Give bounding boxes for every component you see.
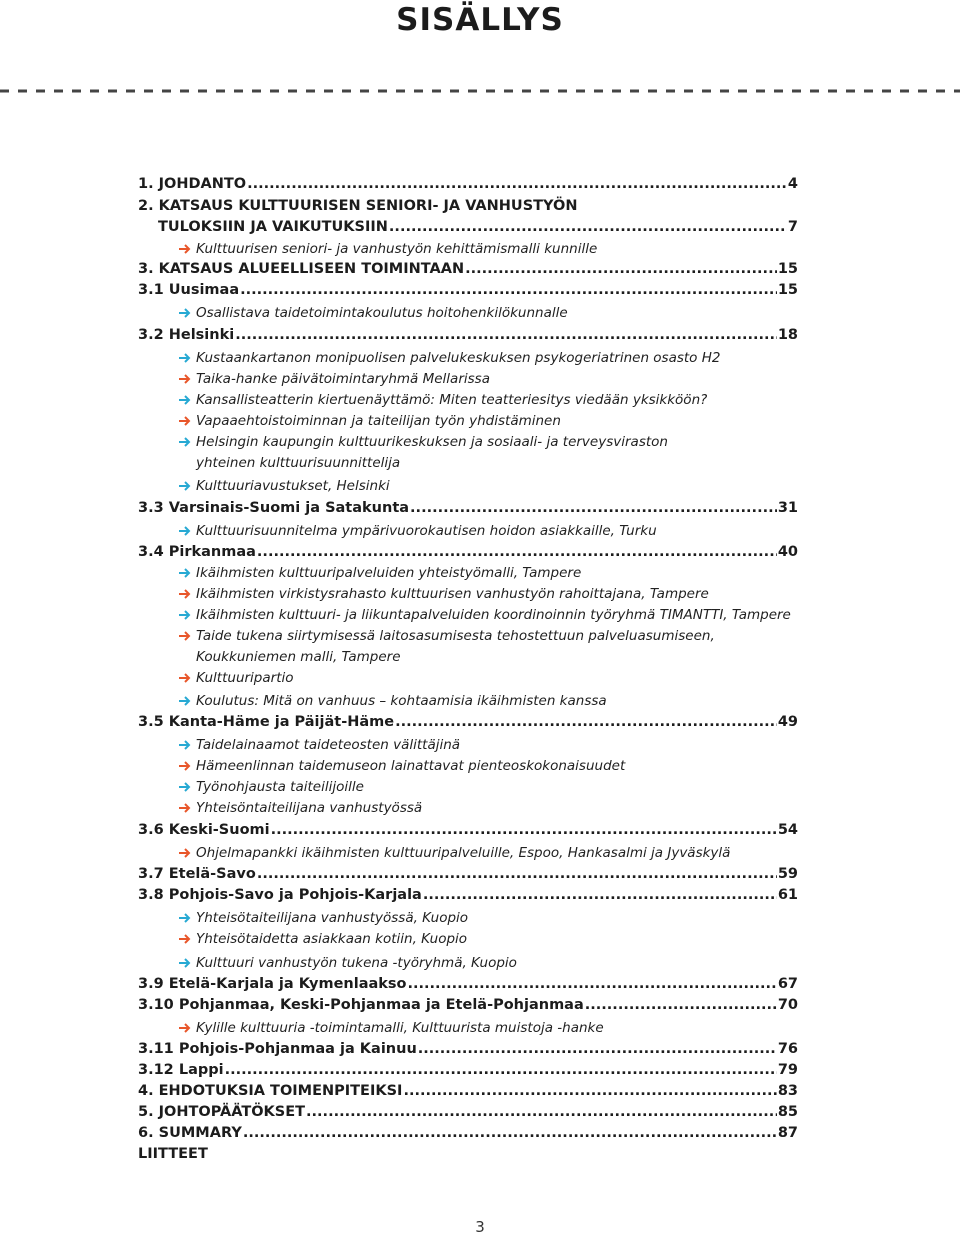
toc-subentry [138, 737, 856, 753]
toc-subentry-title: Kulttuurisuunnitelma ympärivuorokautisen hoidon asiakkaille, Turku [196, 523, 657, 539]
dot-leader [247, 176, 787, 192]
toc-entry-page: 76 [777, 1041, 798, 1057]
toc-subentry [138, 392, 856, 408]
toc-entry-title: 3.8 Pohjois-Savo ja Pohjois-Karjala [138, 887, 422, 903]
toc-subentry [138, 586, 856, 602]
toc-subentry-title: Työnohjausta taiteilijoille [196, 779, 364, 795]
toc-entry-title: 3.10 Pohjanmaa, Keski-Pohjanmaa ja Etelä-Pohjanmaa [138, 997, 584, 1013]
arrow-right-icon [178, 801, 192, 815]
toc-entry-page: 54 [777, 822, 798, 838]
toc-subentry-title: Ohjelmapankki ikäihmisten kulttuuripalveluille, Espoo, Hankasalmi ja Jyväskylä [196, 845, 731, 861]
toc-entry [138, 1062, 798, 1078]
dot-leader [403, 1083, 776, 1099]
toc-entry-page: 7 [787, 219, 798, 235]
toc-subentry [138, 845, 856, 861]
toc-entry-page: 85 [777, 1104, 798, 1120]
toc-entry [138, 866, 798, 882]
dot-leader [423, 887, 777, 903]
toc-subentry-title: Kustaankartanon monipuolisen palvelukeskuksen psykogeriatrinen osasto H2 [196, 350, 721, 366]
toc-subentry [138, 800, 856, 816]
toc-entry-title: 3.11 Pohjois-Pohjanmaa ja Kainuu [138, 1041, 417, 1057]
toc-entry-title: 3. KATSAUS ALUEELLISEEN TOIMINTAAN [138, 261, 465, 277]
toc-entry [138, 887, 798, 903]
arrow-right-icon [178, 738, 192, 752]
toc-entry-page: 83 [777, 1083, 798, 1099]
toc-entry [138, 500, 798, 516]
toc-subentry-title: Yhteisötaidetta asiakkaan kotiin, Kuopio [196, 931, 468, 947]
arrow-right-icon [178, 566, 192, 580]
toc-entry-title: 3.2 Helsinki [138, 327, 235, 343]
toc-subentry [138, 565, 856, 581]
toc-entry [138, 176, 798, 192]
toc-subentry-title: Ikäihmisten kulttuuri- ja liikuntapalveluiden koordinoinnin työryhmä TIMANTTI, Tampere [196, 607, 791, 623]
arrow-right-icon [178, 932, 192, 946]
toc-entry-title: 1. JOHDANTO [138, 176, 247, 192]
dot-leader [585, 997, 777, 1013]
toc-entry-title: 2. KATSAUS KULTTUURISEN SENIORI- JA VANHUSTYÖN [138, 198, 578, 214]
toc-entry [138, 976, 798, 992]
toc-subentry-title: Vapaaehtoistoiminnan ja taiteilijan työn yhdistäminen [196, 413, 561, 429]
toc-subentry [138, 305, 856, 321]
arrow-right-icon [178, 479, 192, 493]
toc-entry [138, 544, 798, 560]
toc-subentry [138, 413, 856, 429]
arrow-right-icon [178, 846, 192, 860]
toc-entry-title: 4. EHDOTUKSIA TOIMENPITEIKSI [138, 1083, 403, 1099]
toc-subentry [138, 649, 856, 665]
toc-subentry [138, 434, 856, 450]
toc-entry [138, 219, 798, 235]
toc-subentry-title: Hämeenlinnan taidemuseon lainattavat pienteoskokonaisuudet [196, 758, 626, 774]
toc-subentry [138, 693, 856, 709]
toc-entry-title: LIITTEET [138, 1146, 208, 1162]
toc-subentry [138, 1020, 856, 1036]
toc-entry-title: TULOKSIIN JA VAIKUTUKSIIN [158, 219, 388, 235]
toc-subentry-title: Yhteisöntaiteilijana vanhustyössä [196, 800, 423, 816]
toc-subentry-title: Ikäihmisten virkistysrahasto kulttuurisen vanhustyön rahoittajana, Tampere [196, 586, 709, 602]
toc-subentry [138, 607, 856, 623]
toc-entry-title: 3.9 Etelä-Karjala ja Kymenlaakso [138, 976, 407, 992]
toc-entry [138, 822, 798, 838]
toc-entry-page: 87 [777, 1125, 798, 1141]
dot-leader [235, 327, 777, 343]
dot-leader [465, 261, 777, 277]
toc-subentry-title: Kulttuuriavustukset, Helsinki [196, 478, 390, 494]
toc-entry-page: 61 [777, 887, 798, 903]
toc-subentry-title: Taide tukena siirtymisessä laitosasumisesta tehostettuun palveluasumiseen, [196, 628, 715, 644]
page-title: SISÄLLYS [396, 2, 564, 38]
arrow-right-icon [178, 351, 192, 365]
toc-entry [138, 1083, 798, 1099]
arrow-right-icon [178, 435, 192, 449]
toc-subentry [138, 628, 856, 644]
toc-entry [138, 1125, 798, 1141]
toc-entry-title: 3.5 Kanta-Häme ja Päijät-Häme [138, 714, 395, 730]
toc-subentry [138, 931, 856, 947]
toc-subentry-title: Taika-hanke päivätoimintaryhmä Mellarissa [196, 371, 490, 387]
toc-subentry-title: Taidelainaamot taideteosten välittäjinä [196, 737, 461, 753]
toc-entry-title: 3.3 Varsinais-Suomi ja Satakunta [138, 500, 410, 516]
toc-subentry [138, 779, 856, 795]
toc-subentry [138, 955, 856, 971]
toc-subentry [138, 241, 856, 257]
toc-subentry-title: Kylille kulttuuria -toimintamalli, Kulttuurista muistoja -hanke [196, 1020, 604, 1036]
toc-entry-page: 70 [777, 997, 798, 1013]
toc-subentry-title: Yhteisötaiteilijana vanhustyössä, Kuopio [196, 910, 469, 926]
toc-entry-title: 5. JOHTOPÄÄTÖKSET [138, 1104, 306, 1120]
arrow-right-icon [178, 372, 192, 386]
toc-subentry-title: Helsingin kaupungin kulttuurikeskuksen ja sosiaali- ja terveysviraston [196, 434, 668, 450]
arrow-right-icon [178, 1021, 192, 1035]
toc-subentry-title: Koulutus: Mitä on vanhuus – kohtaamisia ikäihmisten kanssa [196, 693, 607, 709]
toc-subentry [138, 523, 856, 539]
toc-subentry-title: Kansallisteatterin kiertuenäyttämö: Miten teatteriesitys viedään yksikköön? [196, 392, 708, 408]
toc-entry [138, 327, 798, 343]
arrow-right-icon [178, 694, 192, 708]
toc-entry-page: 15 [777, 261, 798, 277]
toc-subentry [138, 350, 856, 366]
toc-entry-title: 6. SUMMARY [138, 1125, 242, 1141]
toc-entry [138, 198, 798, 214]
dashed-divider [0, 86, 960, 96]
toc-subentry-title: Kulttuuri vanhustyön tukena -työryhmä, Kuopio [196, 955, 517, 971]
toc-entry-page: 18 [777, 327, 798, 343]
toc-entry-title: 3.1 Uusimaa [138, 282, 240, 298]
toc-subentry-title: yhteinen kulttuurisuunnittelija [196, 455, 401, 471]
arrow-right-icon [178, 608, 192, 622]
dot-leader [271, 822, 777, 838]
toc-subentry-title: Kulttuurisen seniori- ja vanhustyön kehittämismalli kunnille [196, 241, 598, 257]
arrow-right-icon [178, 759, 192, 773]
toc-entry [138, 1146, 798, 1162]
toc-subentry [138, 910, 856, 926]
toc-entry-page: 49 [777, 714, 798, 730]
arrow-right-icon [178, 911, 192, 925]
dot-leader [243, 1125, 777, 1141]
dot-leader [225, 1062, 777, 1078]
toc-subentry [138, 478, 856, 494]
toc-entry-page: 31 [777, 500, 798, 516]
toc-subentry-title: Ikäihmisten kulttuuripalveluiden yhteistyömalli, Tampere [196, 565, 582, 581]
arrow-right-icon [178, 587, 192, 601]
toc-entry-title: 3.12 Lappi [138, 1062, 224, 1078]
page-number: 3 [475, 1218, 485, 1236]
dot-leader [408, 976, 777, 992]
dot-leader [240, 282, 777, 298]
toc-entry-title: 3.6 Keski-Suomi [138, 822, 270, 838]
toc-entry [138, 997, 798, 1013]
toc-subentry-title: Kulttuuripartio [196, 670, 294, 686]
arrow-right-icon [178, 524, 192, 538]
arrow-right-icon [178, 242, 192, 256]
dot-leader [257, 544, 777, 560]
arrow-right-icon [178, 306, 192, 320]
toc-entry-page: 4 [787, 176, 798, 192]
arrow-right-icon [178, 629, 192, 643]
toc-subentry [138, 758, 856, 774]
arrow-right-icon [178, 671, 192, 685]
arrow-right-icon [178, 780, 192, 794]
dot-leader [257, 866, 777, 882]
toc-entry-page: 40 [777, 544, 798, 560]
toc-entry-page: 59 [777, 866, 798, 882]
dot-leader [410, 500, 777, 516]
dot-leader [418, 1041, 777, 1057]
toc-subentry [138, 455, 856, 471]
arrow-right-icon [178, 414, 192, 428]
toc-subentry-title: Osallistava taidetoimintakoulutus hoitohenkilökunnalle [196, 305, 568, 321]
toc-entry [138, 1104, 798, 1120]
toc-subentry [138, 371, 856, 387]
toc-entry-title: 3.7 Etelä-Savo [138, 866, 256, 882]
toc-entry [138, 261, 798, 277]
toc-entry-title: 3.4 Pirkanmaa [138, 544, 256, 560]
toc-entry-page: 67 [777, 976, 798, 992]
dot-leader [389, 219, 787, 235]
dot-leader [306, 1104, 777, 1120]
toc-entry [138, 714, 798, 730]
arrow-right-icon [178, 393, 192, 407]
arrow-right-icon [178, 956, 192, 970]
toc-entry [138, 1041, 798, 1057]
dot-leader [395, 714, 777, 730]
toc-entry-page: 15 [777, 282, 798, 298]
toc-subentry-title: Koukkuniemen malli, Tampere [196, 649, 401, 665]
toc-entry [138, 282, 798, 298]
toc-subentry [138, 670, 856, 686]
toc-entry-page: 79 [777, 1062, 798, 1078]
